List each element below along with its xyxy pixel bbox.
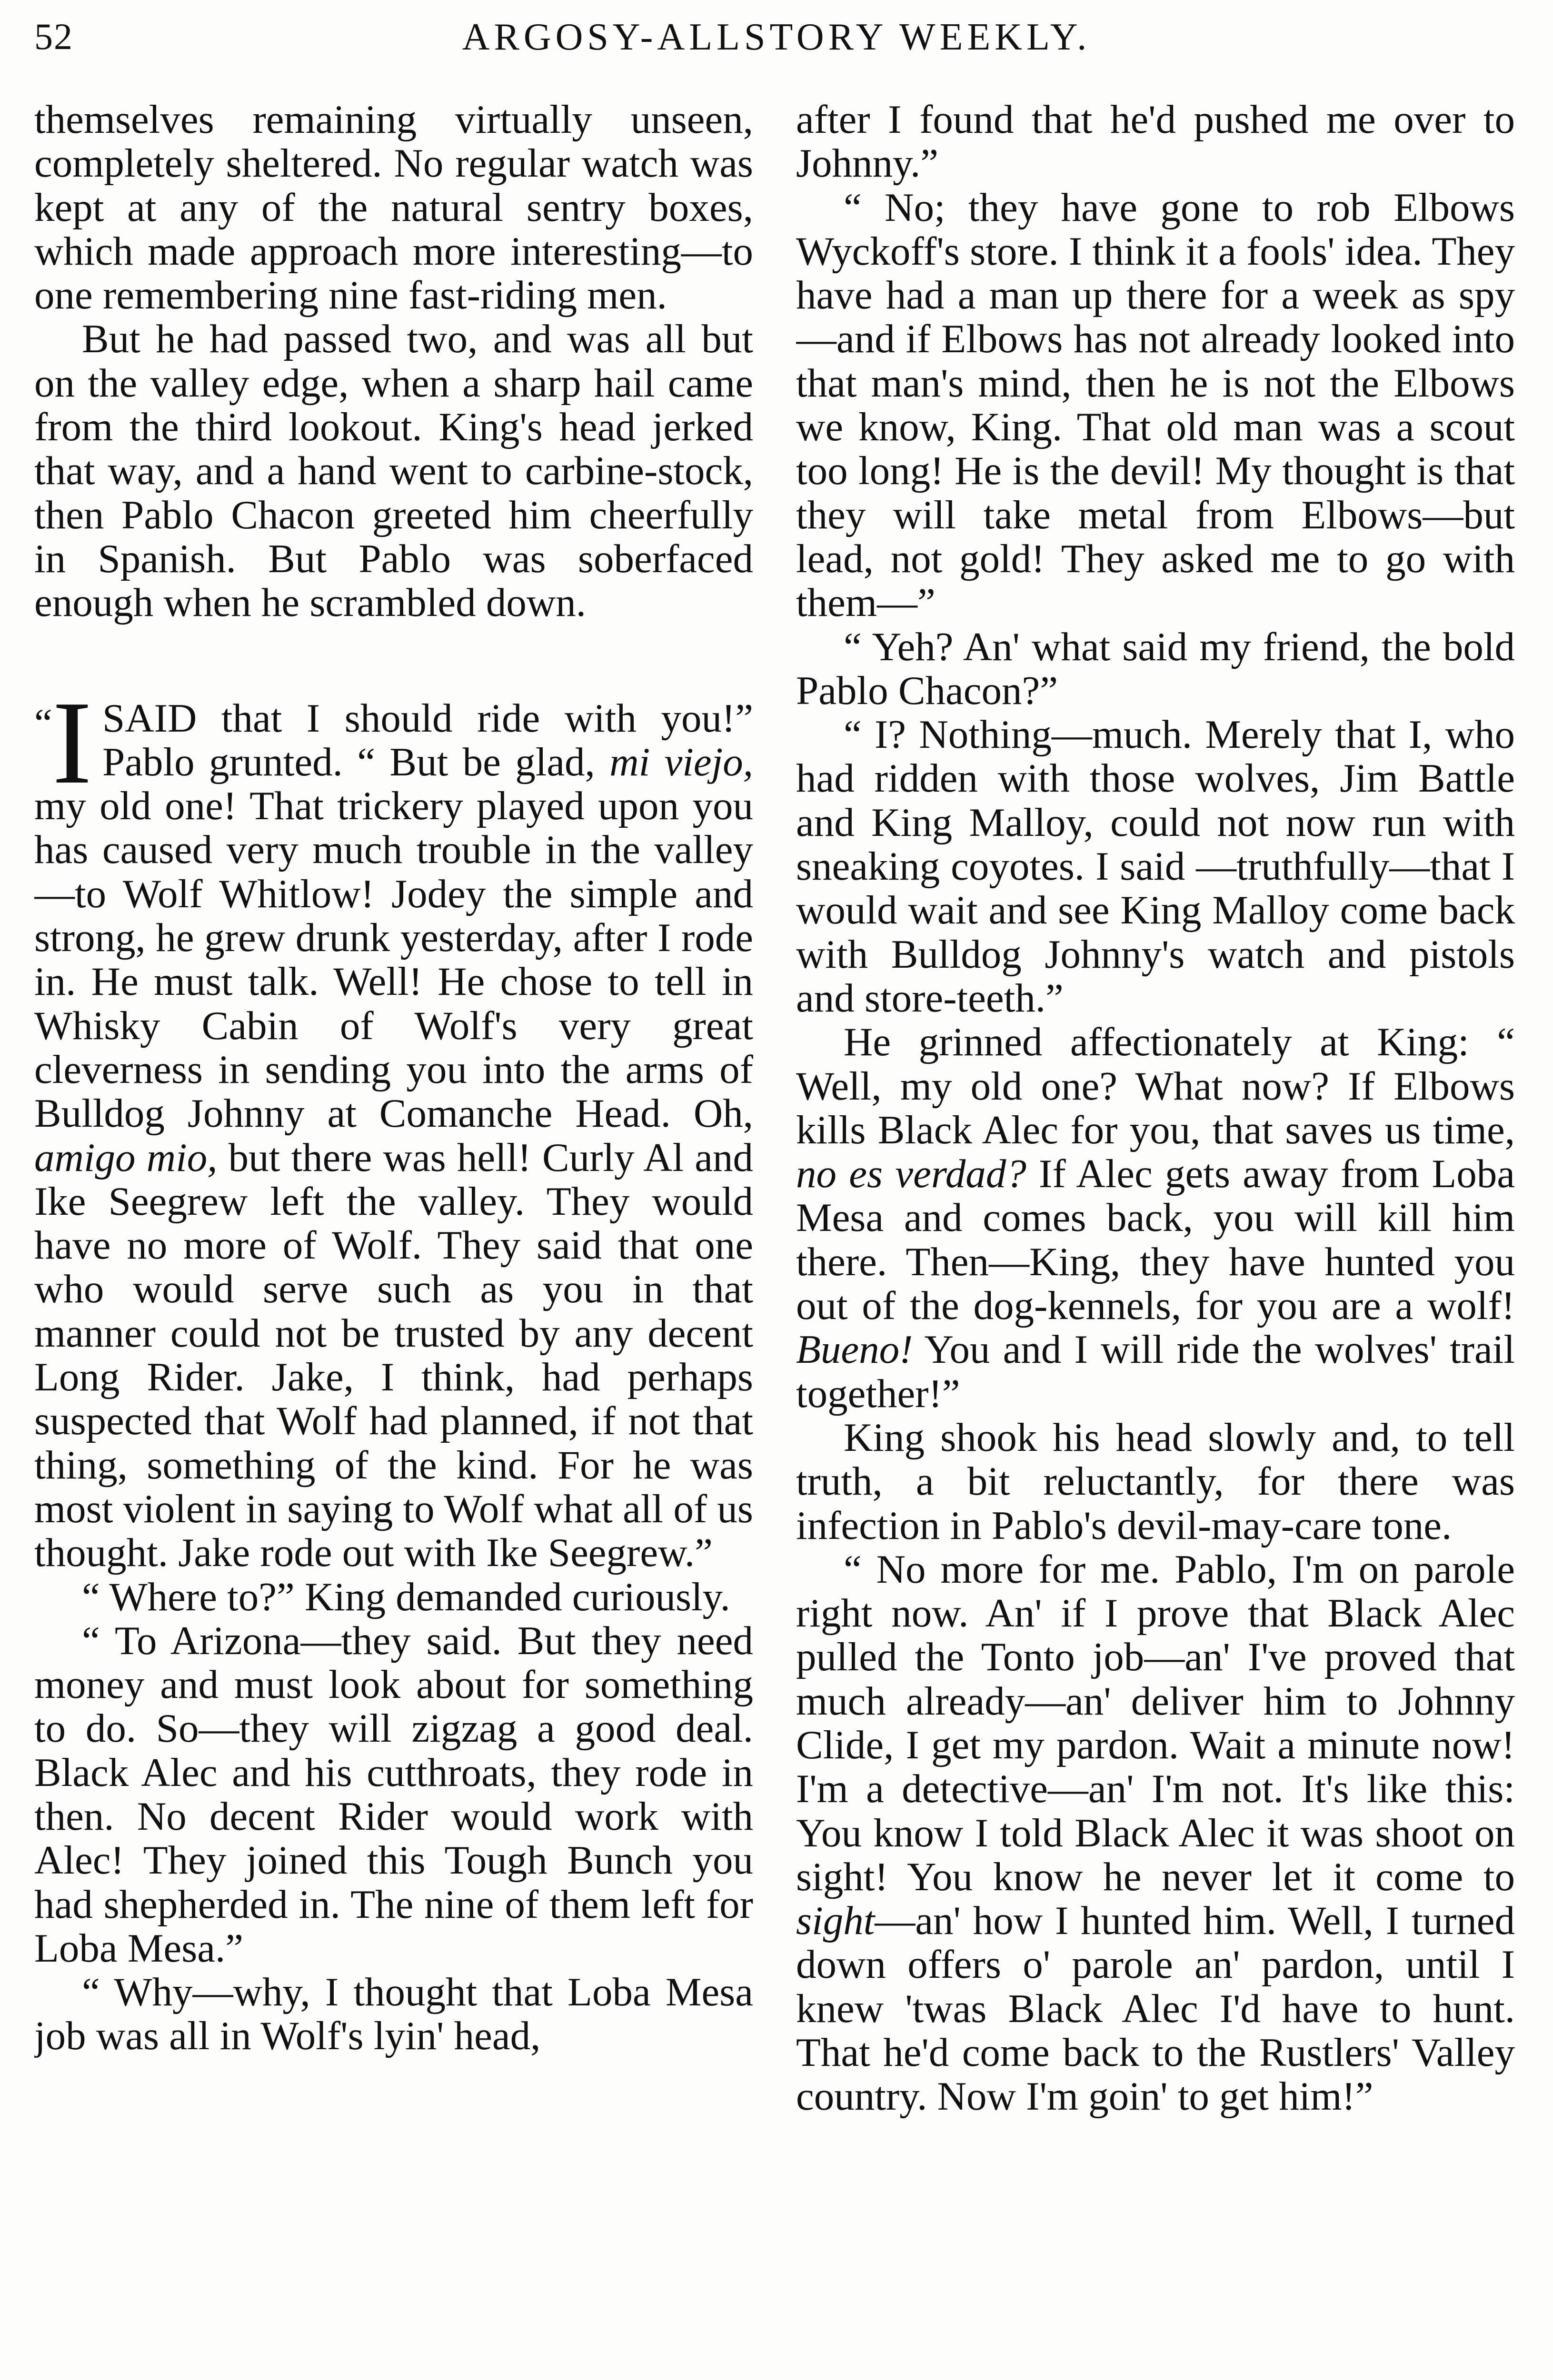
running-title: ARGOSY-ALLSTORY WEEKLY. — [462, 16, 1091, 58]
drop-cap-quote: “ — [34, 700, 52, 745]
paragraph — [796, 1547, 1515, 2119]
italic-run: no es verdad? — [796, 1151, 1026, 1197]
italic-run: Bueno! — [796, 1327, 913, 1372]
text-run: “ No more for me. Pablo, I'm on parole right now. An' if I prove that Black Alec pulled the Tonto job—an' I've proved that much already—an' deliver him to Johnny Clide, I get my pardon. Wait a minute now! I'm a detective—an' I'm not. It's like this: You know I told Black Alec it was shoot on sight! You know he never let it come to — [796, 1547, 1515, 1899]
text-run: SAID that I should ride with you!” Pablo grunted. “ But be glad, — [102, 695, 753, 784]
italic-run: amigo mio, — [34, 1135, 218, 1180]
paragraph: “ To Arizona—they said. But they need money and must look about for something to do. So—they will zigzag a good deal. Black Alec and his cutthroats, they rode in then. No decent Rider would work with Alec! They joined this Tough Bunch you had shepherded in. The nine of them left for Loba Mesa.” — [34, 1618, 753, 1971]
italic-run: sight — [796, 1898, 875, 1944]
paragraph — [796, 1020, 1515, 1416]
paragraph: “ I? Nothing—much. Merely that I, who had ridden with those wolves, Jim Battle and King Malloy, could not now run with sneaking coyotes. I said —truthfully—that I would wait and see King Malloy come back with Bulldog Johnny's watch and pistols and store-teeth.” — [796, 712, 1515, 1021]
paragraph: “ Why—why, I thought that Loba Mesa job was all in Wolf's lyin' head, — [34, 1970, 753, 2059]
drop-cap-letter: I — [52, 676, 92, 809]
left-column — [34, 98, 753, 2380]
text-run: He grinned affectionately at King: “ Well, my old one? What now? If Elbows kills Black Alec for you, that saves us time, — [796, 1020, 1515, 1152]
text-run: —an' how I hunted him. Well, I turned down offers o' parole an' pardon, until I knew 'twas Black Alec I'd have to hunt. That he'd come back to the Rustlers' Valley country. Now I'm goin' to get him!” — [796, 1898, 1515, 2119]
italic-run: mi viejo, — [609, 739, 753, 784]
paragraph: after I found that he'd pushed me over to Johnny.” — [796, 98, 1515, 186]
paragraph-dropcap — [34, 676, 753, 1576]
paragraph: “ No; they have gone to rob Elbows Wyckoff's store. I think it a fools' idea. They have had a man up there for a week as spy—and if Elbows has not already looked into that man's mind, then he is not the Elbows we know, King. That old man was a scout too long! He is the devil! My thought is that they will take metal from Elbows—but lead, not gold! They asked me to go with them—” — [796, 185, 1515, 625]
drop-cap — [34, 676, 92, 809]
text-run: If Alec gets away from Loba Mesa and comes back, you will kill him there. Then—King, they have hunted you out of the dog-kennels, for you are a wolf! — [796, 1151, 1515, 1329]
paragraph: “ Where to?” King demanded curiously. — [82, 1574, 730, 1619]
text-run: but there was hell! Curly Al and Ike Seegrew left the valley. They would have no more of Wolf. They said that one who would serve such as you in that manner could not be trusted by any decent Long Rider. Jake, I think, had perhaps suspected that Wolf had planned, if not that thing, something of the kind. For he was most violent in saying to Wolf what all of us thought. Jake rode out with Ike Seegrew.” — [34, 1135, 753, 1576]
paragraph: themselves remaining virtually unseen, completely sheltered. No regular watch was kept at any of the natural sentry boxes, which made approach more interesting—to one remembering nine fast-riding men. — [34, 98, 753, 318]
section-break — [34, 625, 753, 696]
page-number: 52 — [34, 16, 73, 57]
text-run: You and I will ride the wolves' trail together!” — [796, 1327, 1515, 1416]
paragraph: But he had passed two, and was all but on the valley edge, when a sharp hail came from the third lookout. King's head jerked that way, and a hand went to carbine-stock, then Pablo Chacon greeted him cheerfully in Spanish. But Pablo was soberfaced enough when he scrambled down. — [34, 317, 753, 625]
paragraph: King shook his head slowly and, to tell truth, a bit reluctantly, for there was infection in Pablo's devil-may-care tone. — [796, 1415, 1515, 1548]
right-column — [796, 98, 1515, 2380]
paragraph: “ Yeh? An' what said my friend, the bold Pablo Chacon?” — [796, 624, 1515, 713]
page-header — [0, 0, 1553, 67]
text-run: my old one! That trickery played upon you has caused very much trouble in the valley—to Wolf Whitlow! Jodey the simple and strong, he grew drunk yesterday, after I rode in. He must talk. Well! He chose to tell in Whisky Cabin of Wolf's very great cleverness in sending you into the arms of Bulldog Johnny at Comanche Head. Oh, — [34, 783, 753, 1136]
